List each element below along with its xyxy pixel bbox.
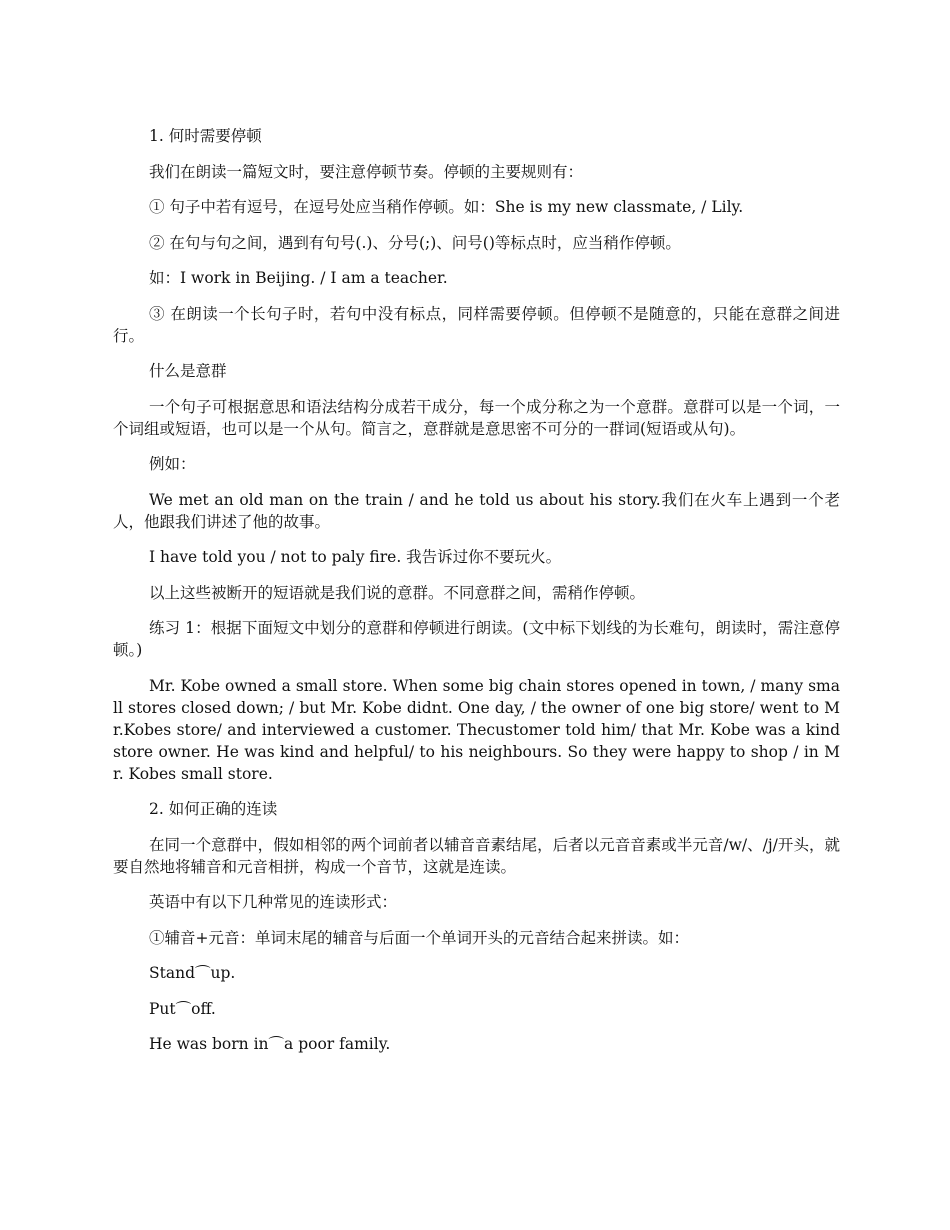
exercise-1-instructions: 练习 1：根据下面短文中划分的意群和停顿进行朗读。(文中标下划线的为长难句，朗读时，需注意停顿。) xyxy=(113,619,840,659)
linking-example-1: Stand⌒up. xyxy=(149,964,236,982)
heading-linking: 2. 如何正确的连读 xyxy=(149,800,278,818)
paragraph-sense-group-summary: 以上这些被断开的短语就是我们说的意群。不同意群之间，需稍作停顿。 xyxy=(149,583,646,602)
linking-example-3: He was born in⌒a poor family. xyxy=(149,1035,391,1053)
paragraph-pause-rules-intro: 我们在朗读一篇短文时，要注意停顿节奏。停顿的主要规则有： xyxy=(149,162,584,181)
linking-example-2: Put⌒off. xyxy=(149,999,216,1018)
rule-3-long-sentence: ③ 在朗读一个长句子时，若句中没有标点，同样需要停顿。但停顿不是随意的，只能在意群之间进行。 xyxy=(113,304,840,345)
example-sentence-1: We met an old man on the train / and he told us about his story.我们在火车上遇到一个老人，他跟我们讲述了他的故事。 xyxy=(113,490,840,531)
heading-sense-group: 什么是意群 xyxy=(149,362,227,380)
example-sentence-2: I have told you / not to paly fire. 我告诉过你不要玩火。 xyxy=(149,548,562,566)
paragraph-sense-group-definition: 一个句子可根据意思和语法结构分成若干成分，每一个成分称之为一个意群。意群可以是一个词，一个词组或短语，也可以是一个从句。简言之，意群就是意思密不可分的一群词(短语或从句)。 xyxy=(113,397,840,438)
rule-1-comma: ① 句子中若有逗号，在逗号处应当稍作停顿。如：She is my new classmate, / Lily. xyxy=(149,198,744,216)
document-page xyxy=(113,125,840,1069)
rule-2-example: 如：I work in Beijing. / I am a teacher. xyxy=(149,269,448,287)
rule-2-sentences: ② 在句与句之间，遇到有句号(.)、分号(;)、问号()等标点时，应当稍作停顿。 xyxy=(149,233,681,252)
heading-when-to-pause: 1. 何时需要停顿 xyxy=(149,127,262,145)
paragraph-linking-forms: 英语中有以下几种常见的连读形式： xyxy=(149,893,398,911)
label-example: 例如： xyxy=(149,455,196,473)
paragraph-linking-definition: 在同一个意群中，假如相邻的两个词前者以辅音音素结尾，后者以元音音素或半元音/w/、/j/开头，就要自然地将辅音和元音相拼，构成一个音节，这就是连读。 xyxy=(113,835,840,876)
linking-form-1: ①辅音+元音：单词末尾的辅音与后面一个单词开头的元音结合起来拼读。如： xyxy=(149,928,689,947)
exercise-1-passage: Mr. Kobe owned a small store. When some big chain stores opened in town, / many small stores closed down; / but Mr. Kobe didnt. One day, / the owner of one big store/ went to Mr.Kobes store/ and interviewed a customer. Thecustomer told him/ that Mr. Kobe was a kind store owner. He was kind and helpful/ to his neighbours. So they were happy to shop / in Mr. Kobes small store. xyxy=(113,676,840,783)
